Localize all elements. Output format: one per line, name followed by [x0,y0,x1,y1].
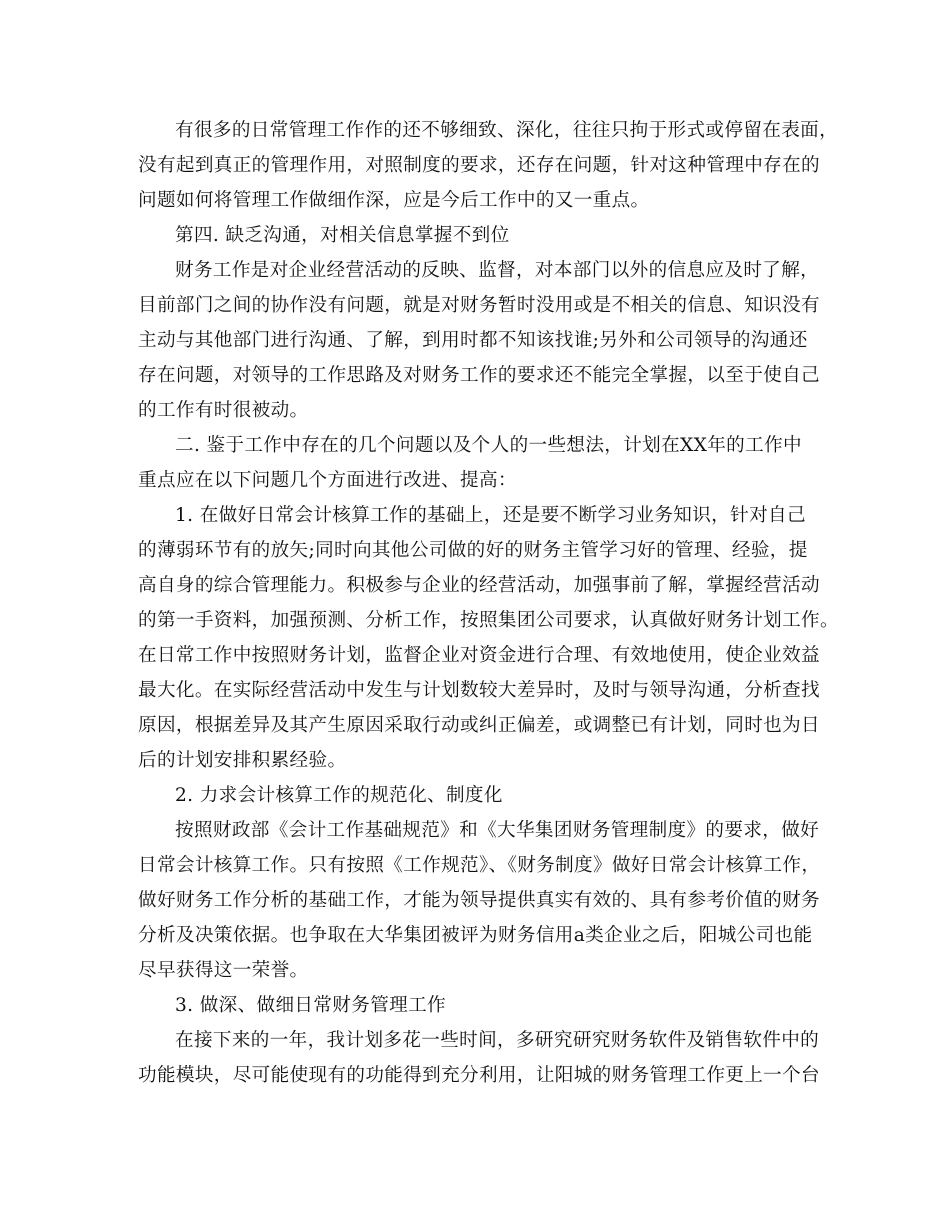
text-line: 功能模块，尽可能使现有的功能得到充分利用，让阳城的财务管理工作更上一个台 [138,1065,820,1086]
text-line: 的工作有时很被动。 [138,400,309,421]
text-line: 日常会计核算工作。只有按照《工作规范》、《财务制度》做好日常会计核算工作， [138,855,821,876]
text-line: 第四. 缺乏沟通，对相关信息掌握不到位 [175,225,510,246]
text-line: 高自身的综合管理能力。积极参与企业的经营活动，加强事前了解，掌握经营活动 [138,575,820,596]
text-line: 的第一手资料，加强预测、分析工作，按照集团公司要求，认真做好财务计划工作。 [138,610,839,631]
text-line: 重点应在以下问题几个方面进行改进、提高： [138,470,517,491]
text-line: 有很多的日常管理工作作的还不够细致、深化，往往只拘于形式或停留在表面， [175,120,839,141]
text-line: 分析及决策依据。也争取在大华集团被评为财务信用a类企业之后，阳城公司也能 [138,925,813,946]
text-line: 1. 在做好日常会计核算工作的基础上，还是要不断学习业务知识，针对自己 [175,505,806,526]
text-line: 按照财政部《会计工作基础规范》和《大华集团财务管理制度》的要求，做好 [175,820,820,841]
text-line: 后的计划安排积累经验。 [138,750,347,771]
text-line: 问题如何将管理工作做细作深，应是今后工作中的又一重点。 [138,190,650,211]
text-line: 最大化。在实际经营活动中发生与计划数较大差异时，及时与领导沟通，分析查找 [138,680,820,701]
text-line: 没有起到真正的管理作用，对照制度的要求，还存在问题，针对这种管理中存在的 [138,155,820,176]
text-line: 2. 力求会计核算工作的规范化、制度化 [175,785,503,806]
text-line: 财务工作是对企业经营活动的反映、监督，对本部门以外的信息应及时了解， [175,260,820,281]
text-line: 目前部门之间的协作没有问题，就是对财务暂时没用或是不相关的信息、知识没有 [138,295,820,316]
text-line: 主动与其他部门进行沟通、了解，到用时都不知该找谁;另外和公司领导的沟通还 [138,330,808,351]
text-line: 原因，根据差异及其产生原因采取行动或纠正偏差，或调整已有计划，同时也为日 [138,715,820,736]
text-line: 存在问题，对领导的工作思路及对财务工作的要求还不能完全掌握，以至于使自己 [138,365,820,386]
text-line: 做好财务工作分析的基础工作，才能为领导提供真实有效的、具有参考价值的财务 [138,890,820,911]
text-line: 的薄弱环节有的放矢;同时向其他公司做的好的财务主管学习好的管理、经验，提 [138,540,808,561]
text-line: 在接下来的一年，我计划多花一些时间，多研究研究财务软件及销售软件中的 [175,1030,820,1051]
text-line: 3. 做深、做细日常财务管理工作 [175,995,446,1016]
text-line: 尽早获得这一荣誉。 [138,960,309,981]
document-body [138,113,839,1093]
text-line: 在日常工作中按照财务计划，监督企业对资金进行合理、有效地使用，使企业效益 [138,645,820,666]
text-line: 二. 鉴于工作中存在的几个问题以及个人的一些想法，计划在XX年的工作中 [175,435,802,456]
